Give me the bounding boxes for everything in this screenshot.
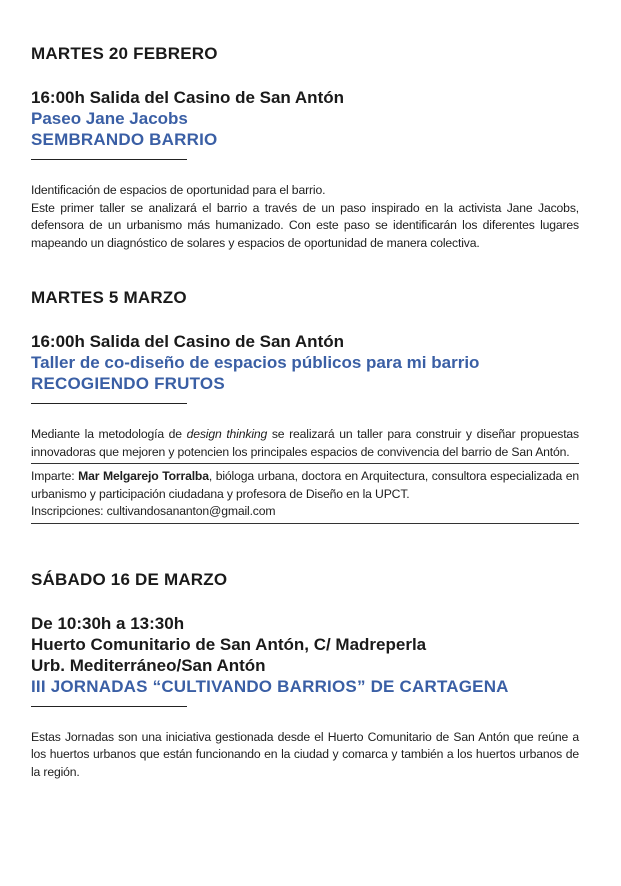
event-registration: Inscripciones: cultivandosananton@gmail.com (31, 504, 276, 518)
event-description: Este primer taller se analizará el barrio a través de un paso inspirado en la activista Jane Jacobs, defensora de un urbanismo más humanizado. Con este paso se identificarán los diferentes lugares mapeando un diagnóstico de solares y espacios de oportunidad de manera colectiva. (31, 200, 579, 250)
event-description-line: Identificación de espacios de oportunidad para el barrio. (31, 183, 326, 197)
description-text: se realizará un taller para construir y diseñar propuestas innovadoras que mejoren y potencien los principales espacios de convivencia del barrio de San Antón. (31, 427, 579, 459)
divider (31, 403, 187, 404)
event-section-3 (31, 570, 579, 782)
event-date: SÁBADO 16 DE MARZO (31, 569, 228, 589)
event-section-2 (31, 288, 579, 524)
event-description (31, 426, 579, 461)
event-time: 16:00h Salida del Casino de San Antón (31, 88, 344, 107)
event-title: RECOGIENDO FRUTOS (31, 374, 225, 393)
divider (31, 706, 187, 707)
event-subtitle: Taller de co-diseño de espacios públicos para mi barrio (31, 353, 480, 372)
event-location: Urb. Mediterráneo/San Antón (31, 655, 266, 675)
event-instructor (31, 468, 579, 503)
instructor-label: Imparte: (31, 469, 79, 483)
instructor-name: Mar Melgarejo Torralba (78, 469, 209, 483)
event-time: 16:00h Salida del Casino de San Antón (31, 332, 344, 351)
event-title: III JORNADAS “CULTIVANDO BARRIOS” DE CARTAGENA (31, 676, 509, 696)
divider (31, 159, 187, 160)
description-emphasis: design thinking (186, 427, 268, 441)
description-text: Mediante la metodología de (31, 427, 187, 441)
event-description: Estas Jornadas son una iniciativa gestionada desde el Huerto Comunitario de San Antón que reúne a los huertos urbanos que están funcionando en la ciudad y comarca y también a los huertos urbanos de la región. (31, 729, 579, 779)
event-title: SEMBRANDO BARRIO (31, 130, 218, 149)
event-location: Huerto Comunitario de San Antón, C/ Madreperla (31, 634, 427, 654)
divider (31, 523, 579, 524)
instructor-bio: , bióloga urbana, doctora en Arquitectura, consultora especializada en urbanismo y participación ciudadana y profesora de Diseño en la UPCT. (31, 469, 579, 501)
event-time: De 10:30h a 13:30h (31, 613, 185, 633)
event-subtitle: Paseo Jane Jacobs (31, 109, 188, 128)
event-date: MARTES 5 MARZO (31, 288, 187, 307)
divider (31, 463, 579, 464)
event-date: MARTES 20 FEBRERO (31, 44, 218, 63)
event-section-1 (31, 44, 579, 252)
